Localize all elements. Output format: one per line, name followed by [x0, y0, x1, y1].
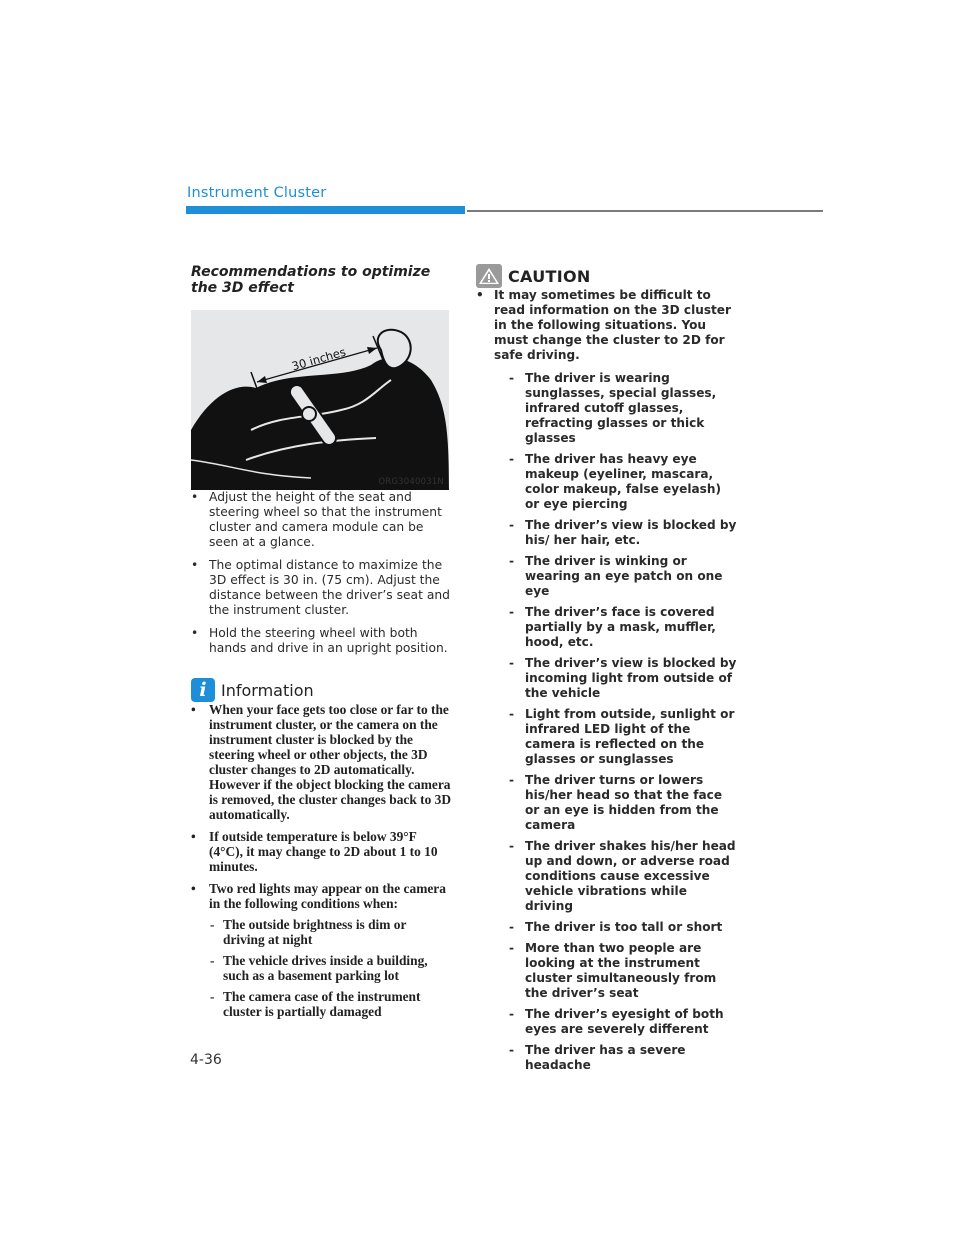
sub-list-item: - The driver has heavy eye makeup (eyeliner, mascara, color makeup, false eyelash) or eye piercing [508, 452, 738, 512]
list-item [476, 288, 738, 1073]
right-column [476, 264, 738, 1079]
recommendation-list [191, 490, 451, 656]
section-title: Recommendations to optimize the 3D effect [191, 264, 431, 296]
left-column [191, 264, 451, 1026]
caution-list [476, 288, 738, 1073]
header-accent-rule [186, 206, 465, 214]
sub-list-item: - The driver is winking or wearing an eye patch on one eye [508, 554, 738, 599]
list-item: • If outside temperature is below 39°F (4°C), it may change to 2D about 1 to 10 minutes. [191, 829, 451, 874]
list-item: • Hold the steering wheel with both hands and drive in an upright position. [191, 626, 451, 656]
list-item: • When your face gets too close or far to the instrument cluster, or the camera on the instrument cluster is blocked by the steering wheel or other objects, the 3D cluster changes to 2D automatically. However if the object blocking the camera is removed, the cluster changes back to 3D automatically. [191, 702, 451, 822]
section-header-title: Instrument Cluster [187, 185, 327, 201]
seating-distance-illustration [191, 310, 449, 490]
sub-list-item: - The driver is too tall or short [508, 920, 738, 935]
list-item: • The optimal distance to maximize the 3D effect is 30 in. (75 cm). Adjust the distance between the driver’s seat and the instrument cluster. [191, 558, 451, 618]
list-item: • Adjust the height of the seat and steering wheel so that the instrument cluster and camera module can be seen at a glance. [191, 490, 451, 550]
info-icon: i [191, 678, 215, 702]
figure-code: ORG3040031N [378, 477, 444, 487]
sub-list-item: - The driver’s face is covered partially by a mask, muffler, hood, etc. [508, 605, 738, 650]
caution-intro: It may sometimes be difficult to read information on the 3D cluster in the following situations. You must change the cluster to 2D for safe driving. [494, 288, 731, 362]
distance-label: 30 inches [290, 344, 348, 374]
sub-list-item: - The driver shakes his/her head up and down, or adverse road conditions cause excessive vehicle vibrations while driving [508, 839, 738, 914]
sub-list-item: - The driver’s eyesight of both eyes are severely different [508, 1007, 738, 1037]
sub-list-item: - The driver has a severe headache [508, 1043, 738, 1073]
sub-list-item: - The driver’s view is blocked by incoming light from outside of the vehicle [508, 656, 738, 701]
information-list [191, 702, 451, 1019]
sub-list-item: - The driver is wearing sunglasses, special glasses, infrared cutoff glasses, refracting glasses or thick glasses [508, 371, 738, 446]
sub-list-item: - The driver’s view is blocked by his/ her hair, etc. [508, 518, 738, 548]
sub-list-item: - Light from outside, sunlight or infrared LED light of the camera is reflected on the glasses or sunglasses [508, 707, 738, 767]
information-heading [191, 678, 451, 702]
header-divider-rule [467, 210, 823, 212]
list-item-text: Two red lights may appear on the camera in the following conditions when: [209, 881, 446, 911]
sub-list-item: - The vehicle drives inside a building, such as a basement parking lot [209, 953, 451, 983]
driver-seat-diagram [191, 310, 449, 490]
caution-heading [476, 264, 738, 288]
sub-list-item: - The camera case of the instrument cluster is partially damaged [209, 989, 451, 1019]
page-number: 4-36 [190, 1052, 222, 1068]
sub-list-item: - The outside brightness is dim or driving at night [209, 917, 451, 947]
sub-list-item: - The driver turns or lowers his/her head so that the face or an eye is hidden from the camera [508, 773, 738, 833]
caution-conditions [508, 371, 738, 1073]
information-title: Information [221, 680, 314, 700]
red-lights-conditions [209, 917, 451, 1019]
sub-list-item: - More than two people are looking at the instrument cluster simultaneously from the driver’s seat [508, 941, 738, 1001]
caution-title: CAUTION [508, 266, 591, 286]
warning-triangle-icon [476, 264, 502, 288]
list-item [191, 881, 451, 1019]
